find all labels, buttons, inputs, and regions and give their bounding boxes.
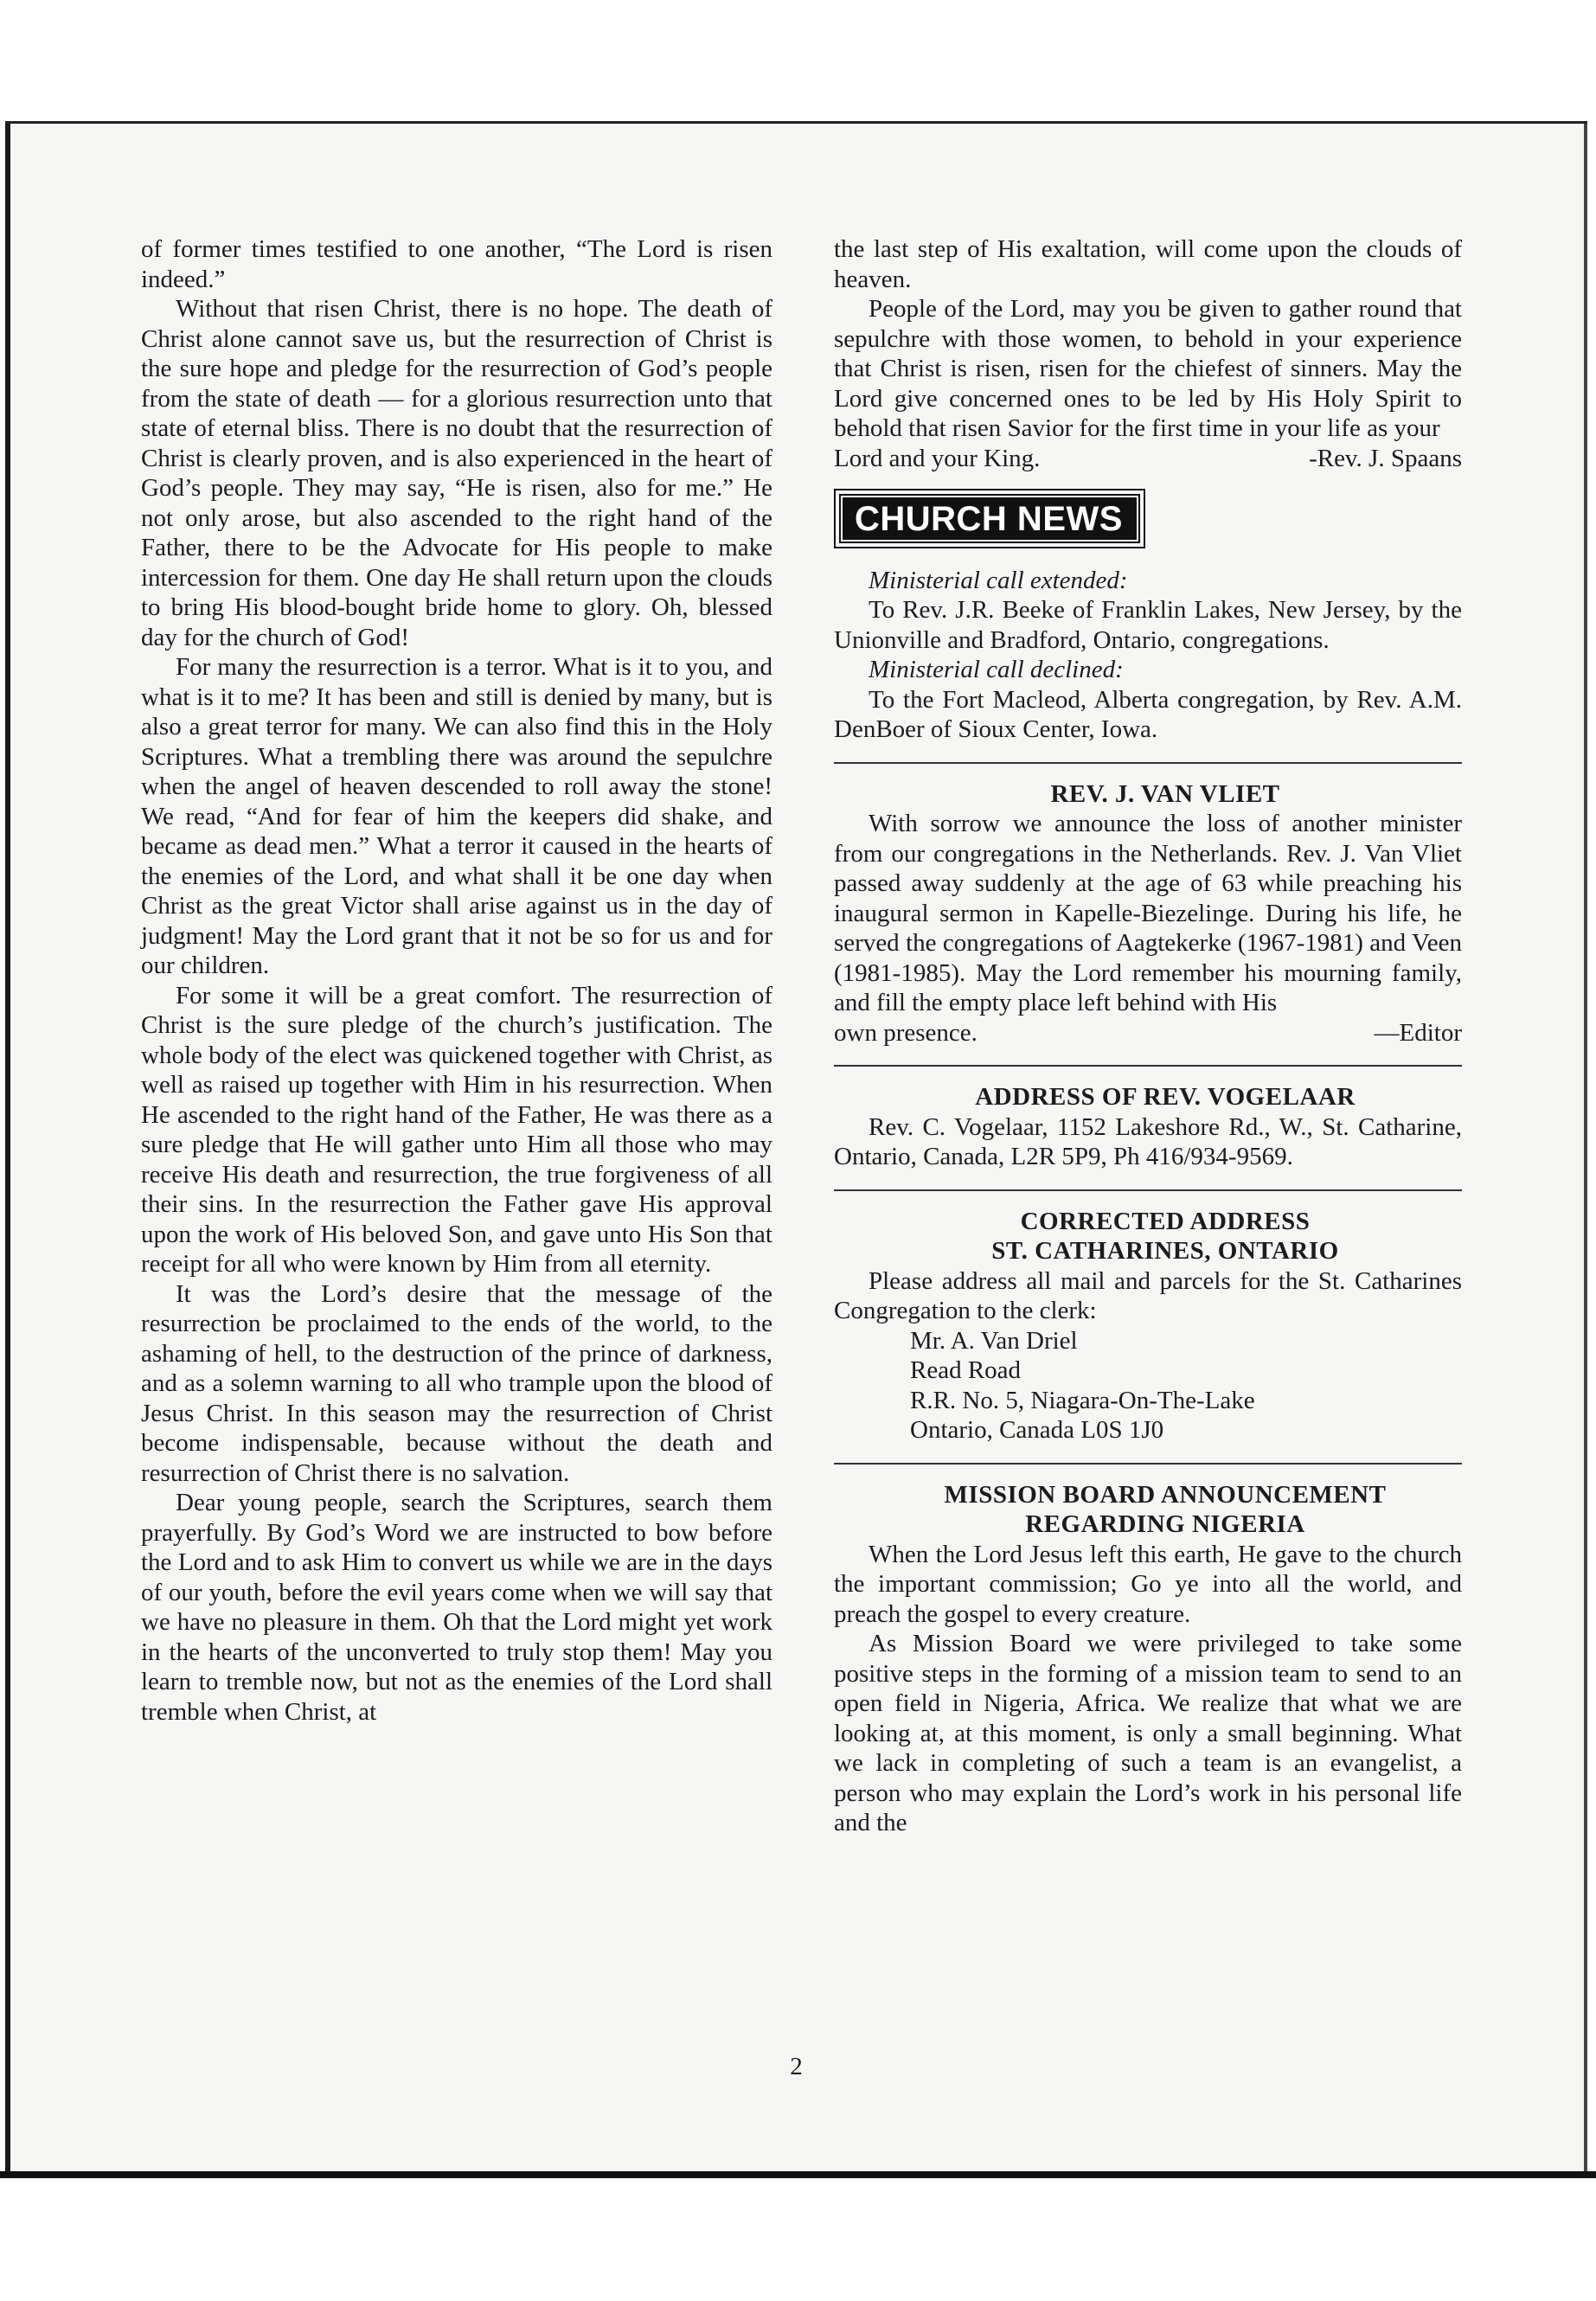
corrected-address-text: Please address all mail and parcels for the St. Catharines Congregation to the clerk: <box>834 1266 1462 1324</box>
mission-heading: MISSION BOARD ANNOUNCEMENT <box>944 1480 1387 1509</box>
article-paragraph: For some it will be a great comfort. The resurrection of Christ is the sure pledge of the church’s justification. The whole body of the elect was quickened together with Christ, as well as raised up together with Him in his resurrection. When He ascended to the right hand of the Father, He was there as a sure pledge that He will gather unto Him all those who may receive His death and resurrection, the true forgiveness of all their sins. In the resurrection the Father gave His approval upon the work of His beloved Son, and gave unto His Son that receipt for all who were known by Him from all eternity. <box>141 981 772 1278</box>
left-column <box>141 234 772 1727</box>
van-vliet-heading: REV. J. VAN VLIET <box>1050 779 1280 808</box>
page-left-edge <box>5 124 10 2182</box>
mission-paragraph: As Mission Board we were privileged to take some positive steps in the forming of a mission team to send to an open field in Nigeria, Africa. We realize that what we are looking at, at this moment, is only a small beginning. What we lack in completing of such a team is an evangelist, a person who may explain the Lord’s work in his personal life and the <box>834 1630 1462 1836</box>
section-divider <box>834 1189 1462 1191</box>
section-divider <box>834 762 1462 764</box>
mission-subheading: REGARDING NIGERIA <box>1025 1510 1305 1538</box>
newsletter-page <box>5 121 1587 2182</box>
article-paragraph: of former times testified to one another, “The Lord is risen indeed.” <box>141 235 772 293</box>
address-line: Ontario, Canada L0S 1J0 <box>910 1416 1164 1444</box>
section-divider <box>834 1065 1462 1067</box>
call-extended-label: Ministerial call extended: <box>869 566 1128 594</box>
corrected-address-heading: CORRECTED ADDRESS <box>1020 1207 1311 1235</box>
van-vliet-text: With sorrow we announce the loss of another minister from our congregations in the Netherlands. Rev. J. Van Vliet passed away suddenly at the age of 63 while preaching his inaugural sermon in Kapelle-Biezelinge. During his life, he served the congregations of Aagtekerke (1967-1981) and Veen (1981-1985). May the Lord remember his mourning family, and fill the empty place left behind with His <box>834 810 1462 1016</box>
vogelaar-heading: ADDRESS OF REV. VOGELAAR <box>975 1083 1356 1111</box>
page-bottom-edge <box>0 2171 1596 2178</box>
right-column <box>834 234 1462 1838</box>
address-line: Read Road <box>910 1356 1022 1384</box>
church-news-title: CHURCH NEWS <box>841 496 1138 542</box>
closing-text: own presence. <box>834 1018 977 1047</box>
closing-text: Lord and your King. <box>834 444 1041 472</box>
corrected-address-subheading: ST. CATHARINES, ONTARIO <box>991 1237 1339 1265</box>
author-signature: -Rev. J. Spaans <box>1309 444 1462 472</box>
section-divider <box>834 1463 1462 1465</box>
editor-signature: —Editor <box>1374 1018 1462 1047</box>
call-declined-label: Ministerial call declined: <box>869 656 1124 683</box>
address-line: R.R. No. 5, Niagara-On-The-Lake <box>910 1386 1255 1414</box>
call-extended-text: To Rev. J.R. Beeke of Franklin Lakes, New Jersey, by the Unionville and Bradford, Ontario, congregations. <box>834 596 1462 654</box>
call-declined-text: To the Fort Macleod, Alberta congregation, by Rev. A.M. DenBoer of Sioux Center, Iowa. <box>834 685 1462 743</box>
page-number: 2 <box>790 2053 803 2080</box>
scan-margin-bottom <box>0 2178 1596 2301</box>
article-paragraph: For many the resurrection is a terror. What is it to you, and what is it to me? It has been and still is denied by many, but is also a great terror for many. We can also find this in the Holy Scriptures. What a trembling there was around the sepulchre when the angel of heaven descended to roll away the stone! We read, “And for fear of him the keepers did shake, and became as dead men.” What a terror it caused in the hearts of the enemies of the Lord, and what shall it be one day when Christ as the great Victor shall arise against us in the day of judgment! May the Lord grant that it not be so for us and for our children. <box>141 653 772 979</box>
mission-paragraph: When the Lord Jesus left this earth, He gave to the church the important commission; Go ye into all the world, and preach the gospel to every creature. <box>834 1540 1462 1628</box>
article-paragraph: People of the Lord, may you be given to gather round that sepulchre with those women, to behold in your experience that Christ is risen, risen for the chiefest of sinners. May the Lord give concerned ones to be led by His Holy Spirit to behold that risen Savior for the first time in your life as your <box>834 295 1462 442</box>
article-paragraph: Dear young people, search the Scriptures, search them prayerfully. By God’s Word we are instructed to bow before the Lord and to ask Him to convert us while we are in the days of our youth, before the evil years come when we will say that we have no pleasure in them. Oh that the Lord might yet work in the hearts of the unconverted to truly stop them! May you learn to tremble now, but not as the enemies of the Lord shall tremble when Christ, at <box>141 1489 772 1726</box>
vogelaar-address: Rev. C. Vogelaar, 1152 Lakeshore Rd., W., St. Catharine, Ontario, Canada, L2R 5P9, Ph 416/934-9569. <box>834 1112 1462 1170</box>
article-paragraph: It was the Lord’s desire that the message of the resurrection be proclaimed to the ends of the world, to the ashaming of hell, to the destruction of the prince of darkness, and as a solemn warning to all who trample upon the blood of Jesus Christ. In this season may the resurrection of Christ become indispensable, because without the death and resurrection of Christ there is no salvation. <box>141 1279 772 1487</box>
van-vliet-closing-line <box>834 1018 1462 1048</box>
page-right-edge <box>1584 124 1587 2182</box>
scan-margin-top <box>0 0 1596 121</box>
address-line: Mr. A. Van Driel <box>910 1326 1078 1355</box>
clerk-address <box>910 1326 1462 1445</box>
article-closing-line <box>834 444 1462 474</box>
article-paragraph: Without that risen Christ, there is no hope. The death of Christ alone cannot save us, but the resurrection of Christ is the sure hope and pledge for the resurrection of God’s people from the state of death — for a glorious resurrection unto that state of eternal bliss. There is no doubt that the resurrection of Christ is clearly proven, and is also experienced in the heart of God’s people. They may say, “He is risen, also for me.” He not only arose, but also ascended to the right hand of the Father, there to be the Advocate for His people to make intercession for them. One day He shall return upon the clouds to bring His blood-bought bride home to glory. Oh, blessed day for the church of God! <box>141 295 772 651</box>
article-paragraph: the last step of His exaltation, will come upon the clouds of heaven. <box>834 235 1462 293</box>
church-news-banner <box>834 489 1145 548</box>
